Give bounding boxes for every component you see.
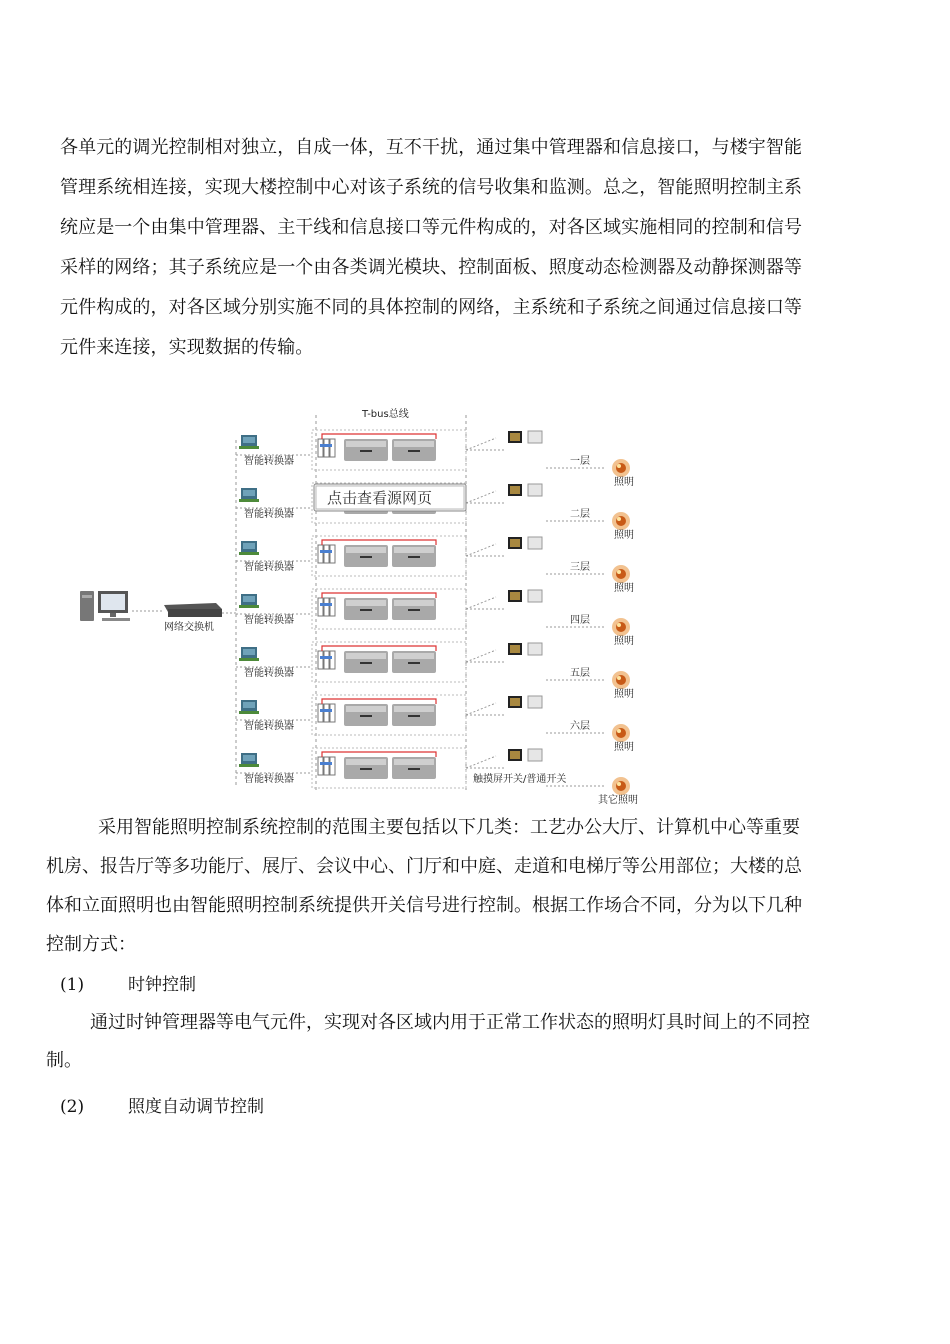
floor-label: 五层 [570, 668, 590, 679]
floor-label: 四层 [570, 615, 590, 626]
converter-icon [239, 594, 259, 608]
paragraph-scope [46, 808, 906, 964]
lamp-icon [612, 565, 630, 583]
breaker-icon [318, 439, 335, 457]
breaker-icon [318, 757, 335, 775]
bus-label: T-bus总线 [362, 409, 409, 420]
lighting-label: 照明 [614, 583, 634, 594]
control-panel-icon [508, 749, 542, 761]
bus-wire [322, 699, 436, 704]
lighting-system-diagram [76, 405, 656, 806]
floor-label: 三层 [570, 562, 590, 573]
converter-label: 智能转换器 [244, 509, 294, 520]
converter-icon [239, 647, 259, 661]
floor-label: 一层 [570, 456, 590, 467]
dimmer-module-icon [392, 439, 436, 461]
bus-wire [322, 752, 436, 757]
breaker-icon [318, 651, 335, 669]
bus-wire [322, 593, 436, 598]
item-number: (1) [60, 975, 85, 995]
switch-label: 网络交换机 [164, 622, 214, 633]
dimmer-module-icon [344, 757, 388, 779]
dimmer-module-icon [344, 651, 388, 673]
converter-label: 智能转换器 [244, 721, 294, 732]
item-number: (2) [60, 1097, 85, 1117]
lamp-icon [612, 618, 630, 636]
breaker-icon [318, 598, 335, 616]
lighting-label: 照明 [614, 689, 634, 700]
dimmer-module-icon [344, 545, 388, 567]
dimmer-module-icon [344, 439, 388, 461]
text-line: 采样的网络；其子系统应是一个由各类调光模块、控制面板、照度动态检测器及动静探测器等 [60, 257, 803, 278]
text-line: 管理系统相连接，实现大楼控制中心对该子系统的信号收集和监测。总之，智能照明控制主系 [60, 177, 803, 198]
list-item-clock-control [60, 970, 196, 995]
item-title: 照度自动调节控制 [128, 1097, 264, 1117]
lighting-label: 照明 [614, 742, 634, 753]
text-line: 机房、报告厅等多功能厅、展厅、会议中心、门厅和中庭、走道和电梯厅等公用部位；大楼的总 [46, 856, 802, 877]
converter-icon [239, 488, 259, 502]
text-line: 通过时钟管理器等电气元件，实现对各区域内用于正常工作状态的照明灯具时间上的不同控 [90, 1012, 810, 1033]
dimmer-module-icon [392, 545, 436, 567]
lighting-label: 照明 [614, 477, 634, 488]
floor-label: 二层 [570, 509, 590, 520]
lamp-icon [612, 724, 630, 742]
text-line: 各单元的调光控制相对独立，自成一体，互不干扰，通过集中管理器和信息接口，与楼宇智能 [60, 137, 803, 158]
dimmer-module-icon [344, 704, 388, 726]
control-panel-icon [508, 643, 542, 655]
bus-wire [322, 540, 436, 545]
text-line: 控制方式： [46, 934, 136, 955]
item-title: 时钟控制 [128, 975, 196, 995]
converter-label: 智能转换器 [244, 668, 294, 679]
breaker-icon [318, 545, 335, 563]
dimmer-module-icon [392, 704, 436, 726]
control-panel-icon [508, 484, 542, 496]
text-line: 统应是一个由集中管理器、主干线和信息接口等元件构成的，对各区域实施相同的控制和信号 [60, 217, 803, 238]
list-item-illuminance-control [60, 1092, 264, 1117]
bus-wire [322, 646, 436, 651]
lamp-icon [612, 777, 630, 795]
lamp-icon [612, 671, 630, 689]
paragraph-intro [60, 128, 900, 368]
text-line: 体和立面照明也由智能照明控制系统提供开关信号进行控制。根据工作场合不同，分为以下几种 [46, 895, 802, 916]
converter-label: 智能转换器 [244, 456, 294, 467]
dimmer-module-icon [344, 598, 388, 620]
paragraph-clock [46, 1004, 906, 1080]
text-line: 元件来连接，实现数据的传输。 [60, 337, 314, 358]
lamp-icon [612, 459, 630, 477]
converter-icon [239, 435, 259, 449]
breaker-icon [318, 704, 335, 722]
control-panel-icon [508, 696, 542, 708]
converter-label: 智能转换器 [244, 774, 294, 785]
control-panel-icon [508, 590, 542, 602]
text-line: 元件构成的，对各区域分别实施不同的具体控制的网络，主系统和子系统之间通过信息接口等 [60, 297, 803, 318]
control-panel-icon [508, 537, 542, 549]
lamp-icon [612, 512, 630, 530]
lighting-label: 照明 [614, 530, 634, 541]
converter-label: 智能转换器 [244, 562, 294, 573]
converter-icon [239, 541, 259, 555]
dimmer-module-icon [392, 598, 436, 620]
dimmer-module-icon [392, 757, 436, 779]
converter-icon [239, 700, 259, 714]
text-line: 制。 [46, 1050, 82, 1071]
view-source-button[interactable] [314, 484, 466, 511]
control-panel-icon [508, 431, 542, 443]
lighting-label: 照明 [614, 636, 634, 647]
computer-icon [80, 591, 130, 621]
floor-label: 触摸屏开关/普通开关 [473, 774, 567, 785]
converter-label: 智能转换器 [244, 615, 294, 626]
converter-icon [239, 753, 259, 767]
lighting-label: 其它照明 [598, 795, 638, 806]
dimmer-module-icon [392, 651, 436, 673]
floor-label: 六层 [570, 721, 590, 732]
network-switch-icon [164, 603, 222, 617]
text-line: 采用智能照明控制系统控制的范围主要包括以下几类：工艺办公大厅、计算机中心等重要 [98, 817, 800, 838]
bus-wire [322, 434, 436, 439]
view-source-label: 点击查看源网页 [327, 489, 433, 507]
